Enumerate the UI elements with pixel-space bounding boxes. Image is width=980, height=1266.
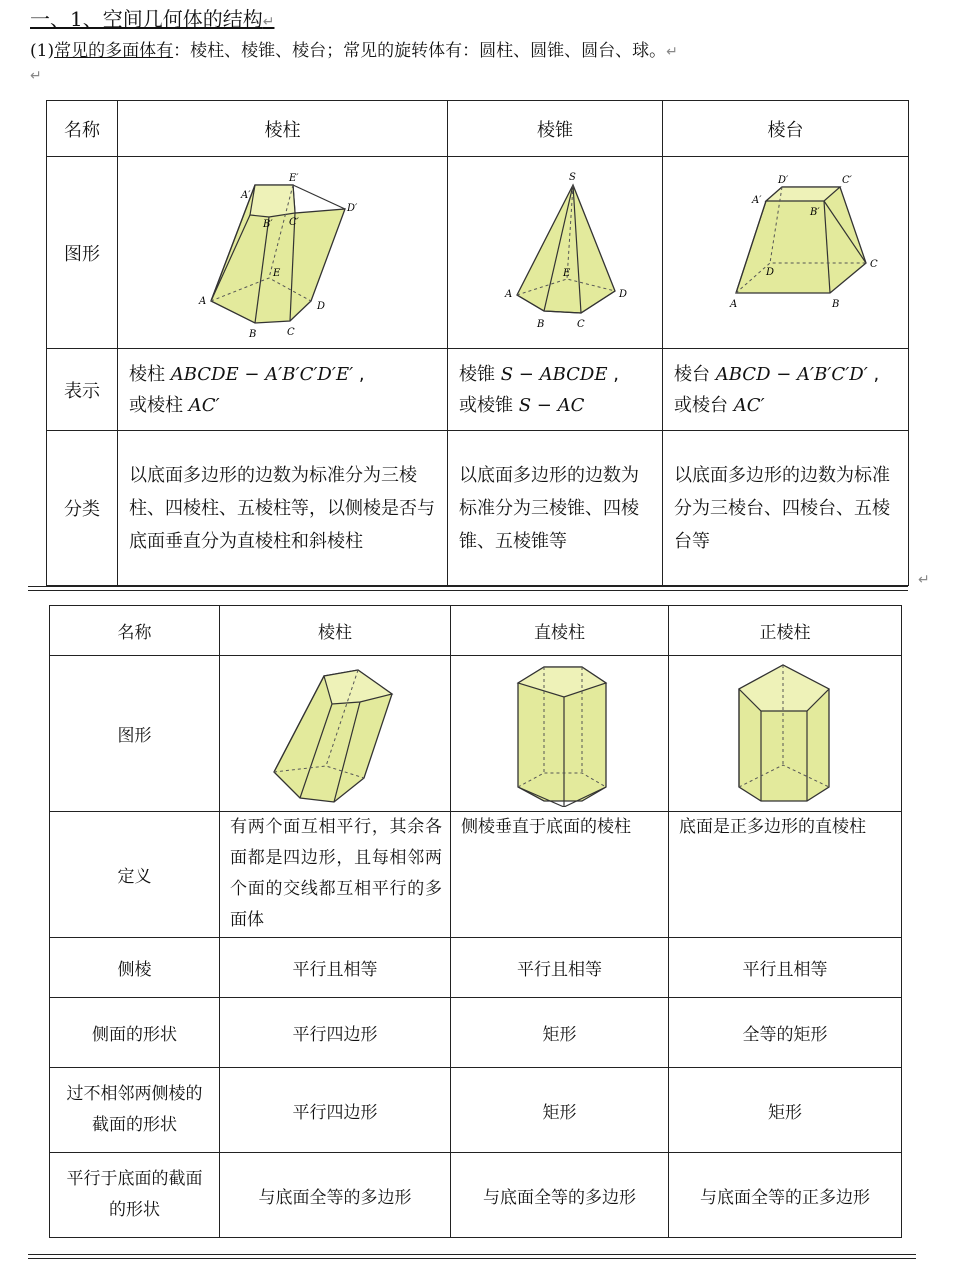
frustum-label-b1: B′ (809, 206, 820, 218)
intro-line: (1)常见的多面体有：棱柱、棱锥、棱台；常见的旋转体有：圆柱、圆锥、圆台、球。↵ (30, 41, 678, 61)
table2-label-lateral-face: 侧面的形状 (50, 998, 220, 1068)
table2-diagonal-section-row (50, 1068, 902, 1153)
regular-prism-figure (725, 661, 845, 807)
table1-figure-row (47, 157, 909, 349)
pyramid-label-c: C (577, 318, 585, 330)
table2-lateral-edge-row (50, 938, 902, 998)
paragraph-mark: ↵ (30, 68, 42, 84)
table1-bottom-rule-2 (28, 590, 908, 591)
table2-parallel-section-row (50, 1153, 902, 1238)
pentagonal-pyramid-figure (465, 163, 645, 343)
frustum-label-c: C (869, 258, 878, 270)
table2-header-row (50, 606, 902, 656)
pyramid-label-e: E (563, 267, 571, 279)
table1-notation-row (47, 349, 909, 431)
intro-number: (1) (30, 41, 55, 61)
prism-label-c: C (286, 326, 295, 338)
right-prism-lateral-face: 矩形 (451, 998, 669, 1068)
prism-label-c1: C′ (288, 216, 299, 228)
oblique-pentagonal-prism-figure (183, 163, 383, 343)
table2-header-regular-prism: 正棱柱 (669, 606, 902, 656)
regular-prism-lateral-face: 全等的矩形 (669, 998, 902, 1068)
table2-label-figure: 图形 (50, 656, 220, 812)
table1-header-pyramid: 棱锥 (448, 101, 663, 157)
prism-label-a: A (198, 295, 206, 307)
prism-label-a1: A′ (240, 189, 250, 201)
prism-parallel-section: 与底面全等的多边形 (220, 1153, 451, 1238)
table1-bottom-rule (28, 586, 908, 587)
intro-underlined: 常见的多面体有 (54, 41, 174, 61)
table2-lateral-face-row (50, 998, 902, 1068)
pyramid-notation: 棱锥 S − ABCDE , 或棱锥 S − AC (448, 349, 663, 431)
frustum-label-d1: D′ (777, 174, 788, 186)
polyhedra-table (46, 100, 909, 586)
pyramid-classification: 以底面多边形的边数为标准分为三棱锥、四棱锥、五棱锥等 (448, 431, 663, 586)
frustum-label-d: D (765, 266, 774, 278)
right-prism-definition: 侧棱垂直于底面的棱柱 (451, 812, 669, 938)
regular-prism-lateral-edge: 平行且相等 (669, 938, 902, 998)
section-heading: 一、1、空间几何体的结构↵ (30, 7, 275, 31)
table1-label-figure: 图形 (47, 157, 118, 349)
quadrangular-frustum-figure (686, 163, 886, 343)
table2-label-diagonal-section: 过不相邻两侧棱的截面的形状 (50, 1068, 220, 1153)
frustum-label-c1: C′ (841, 174, 852, 186)
frustum-classification: 以底面多边形的边数为标准分为三棱台、四棱台、五棱台等 (663, 431, 909, 586)
right-prism-diagonal-section: 矩形 (451, 1068, 669, 1153)
table2-label-lateral-edge: 侧棱 (50, 938, 220, 998)
prism-label-d: D (316, 300, 325, 312)
frustum-label-a: A (729, 298, 737, 310)
table1-classification-row (47, 431, 909, 586)
prism-label-e1: E′ (288, 172, 299, 184)
table2-header-right-prism: 直棱柱 (451, 606, 669, 656)
pyramid-label-b: B (537, 318, 545, 330)
pyramid-label-s: S (569, 171, 576, 183)
table2-bottom-rule (28, 1254, 916, 1255)
table2-label-parallel-section: 平行于底面的截面的形状 (50, 1153, 220, 1238)
prism-notation: 棱柱 ABCDE − A′B′C′D′E′ , 或棱柱 AC′ (118, 349, 448, 431)
right-prism-lateral-edge: 平行且相等 (451, 938, 669, 998)
intro-text: ：棱柱、棱锥、棱台；常见的旋转体有：圆柱、圆锥、圆台、球。 (173, 41, 667, 61)
prism-types-table (49, 605, 902, 1238)
prism-classification: 以底面多边形的边数为标准分为三棱柱、四棱柱、五棱柱等，以侧棱是否与底面垂直分为直棱柱和斜棱柱 (118, 431, 448, 586)
table1-header-frustum: 棱台 (663, 101, 909, 157)
prism-lateral-face: 平行四边形 (220, 998, 451, 1068)
pyramid-label-a: A (505, 288, 513, 300)
prism-lateral-edge: 平行且相等 (220, 938, 451, 998)
prism-label-d1: D′ (346, 202, 357, 214)
table1-label-classification: 分类 (47, 431, 118, 586)
prism-label-b: B (248, 328, 256, 340)
table1-header-prism: 棱柱 (118, 101, 448, 157)
prism-diagonal-section: 平行四边形 (220, 1068, 451, 1153)
table2-definition-row (50, 812, 902, 938)
table1-end-mark: ↵ (918, 572, 930, 588)
frustum-label-a1: A′ (751, 194, 761, 206)
frustum-figure-cell (663, 157, 909, 349)
prism-label-b1: B′ (262, 218, 273, 230)
right-prism-figure-cell (451, 656, 669, 812)
table2-label-definition: 定义 (50, 812, 220, 938)
regular-prism-figure-cell (669, 656, 902, 812)
table2-figure-row (50, 656, 902, 812)
table2-bottom-rule-2 (28, 1258, 916, 1259)
oblique-prism-figure (260, 664, 410, 804)
pyramid-figure-cell (448, 157, 663, 349)
frustum-notation: 棱台 ABCD − A′B′C′D′ , 或棱台 AC′ (663, 349, 909, 431)
table2-header-name: 名称 (50, 606, 220, 656)
right-prism-parallel-section: 与底面全等的多边形 (451, 1153, 669, 1238)
prism-figure-cell (118, 157, 448, 349)
frustum-label-b: B (831, 298, 839, 310)
regular-prism-diagonal-section: 矩形 (669, 1068, 902, 1153)
table1-header-name: 名称 (47, 101, 118, 157)
table1-header-row (47, 101, 909, 157)
pyramid-label-d: D (619, 288, 628, 300)
table2-header-prism: 棱柱 (220, 606, 451, 656)
oblique-prism-figure-cell (220, 656, 451, 812)
regular-prism-parallel-section: 与底面全等的正多边形 (669, 1153, 902, 1238)
regular-prism-definition: 底面是正多边形的直棱柱 (669, 812, 902, 938)
prism-label-e: E (272, 267, 280, 279)
table1-label-notation: 表示 (47, 349, 118, 431)
right-prism-figure (500, 661, 620, 807)
prism-definition: 有两个面互相平行，其余各面都是四边形，且每相邻两个面的交线都互相平行的多面体 (220, 812, 451, 938)
